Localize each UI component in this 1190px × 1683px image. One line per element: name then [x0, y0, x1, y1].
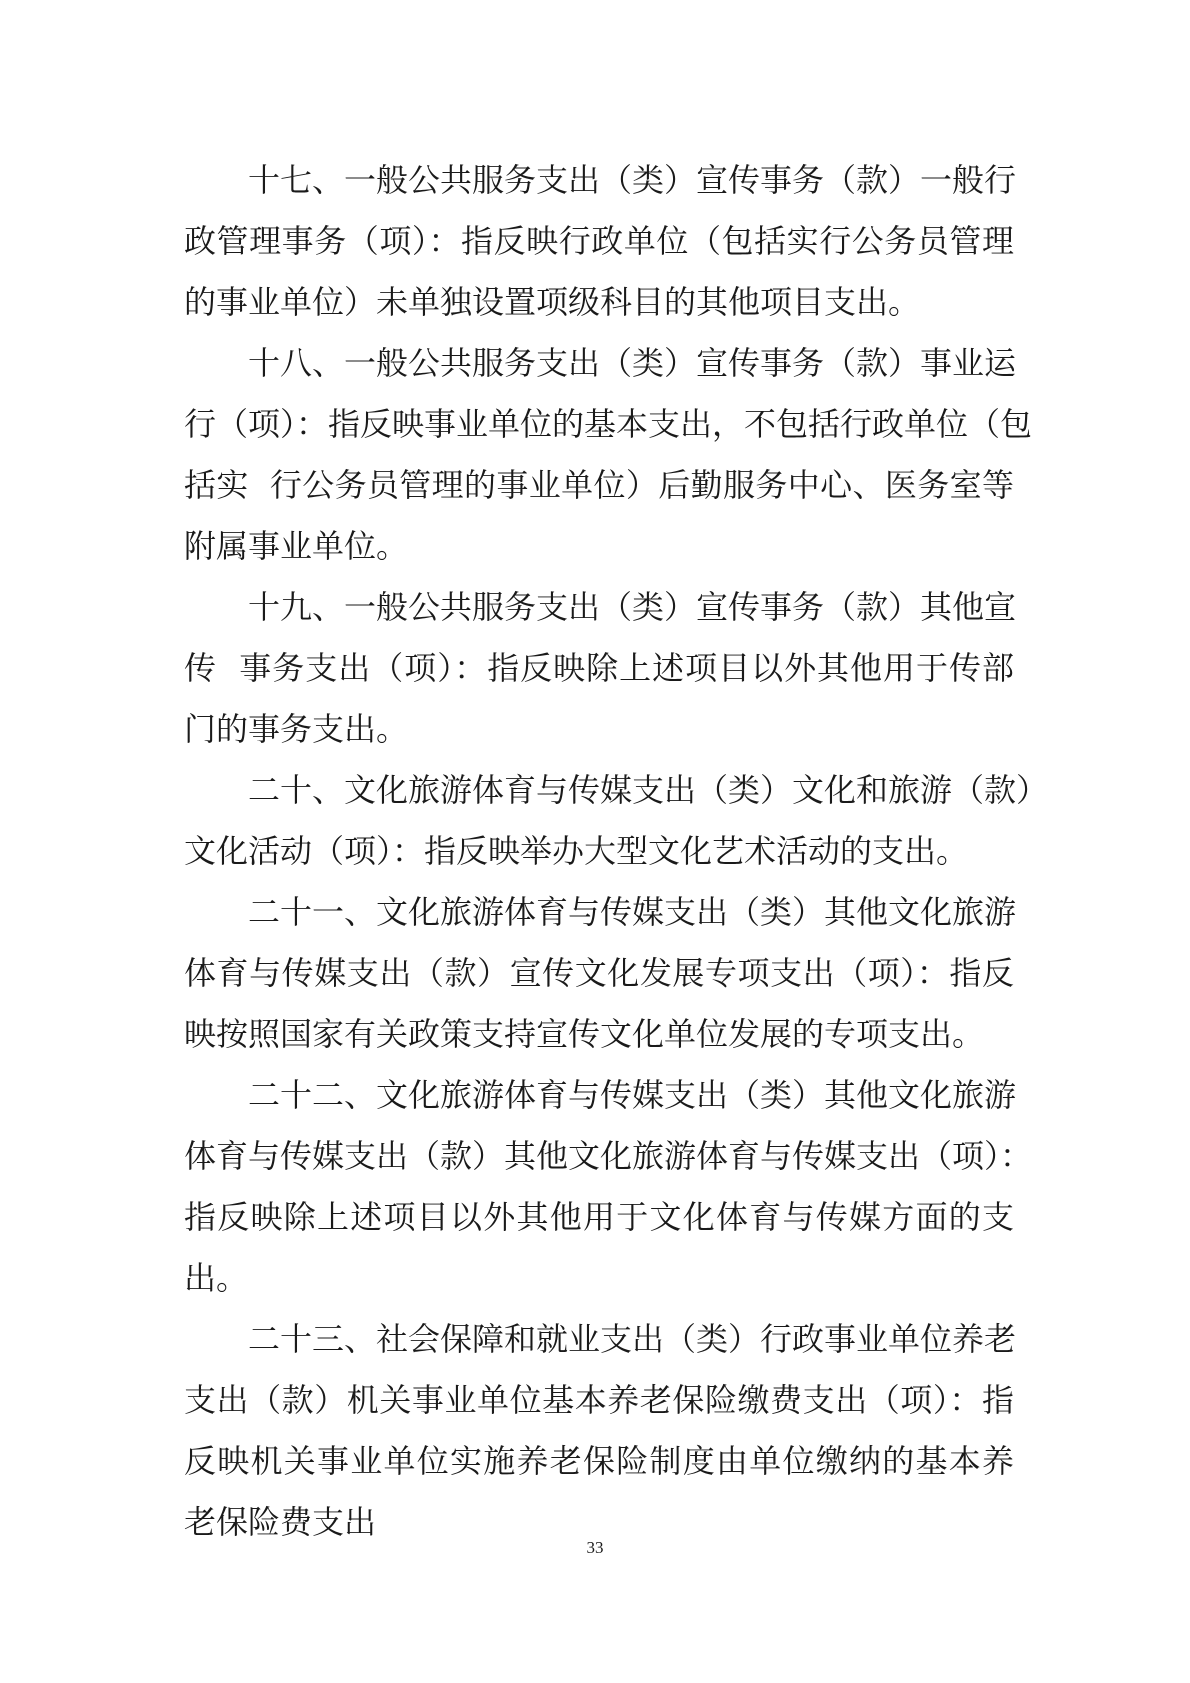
paragraph-19: [184, 577, 1017, 760]
text-line: 十八、一般公共服务支出（类）宣传事务（款）事业运: [184, 344, 1017, 382]
text-line: 体育与传媒支出（款）其他文化旅游体育与传媒支出（项）：: [184, 1137, 1033, 1175]
text-line: 文化活动（项）：指反映举办大型文化艺术活动的支出。: [184, 832, 969, 870]
paragraph-20: [184, 760, 1049, 882]
text-line: 体育与传媒支出（款）宣传文化发展专项支出（项）：指反: [184, 954, 1014, 992]
text-line: 十九、一般公共服务支出（类）宣传事务（款）其他宣: [184, 588, 1017, 626]
paragraph-21: [184, 882, 1017, 1065]
text-line: 反映机关事业单位实施养老保险制度由单位缴纳的基本养: [184, 1442, 1014, 1480]
text-line: 的事业单位）未单独设置项级科目的其他项目支出。: [184, 283, 921, 321]
text-line: 二十二、文化旅游体育与传媒支出（类）其他文化旅游: [184, 1076, 1017, 1114]
page-number: 33: [586, 1538, 604, 1557]
text-line: 二十、文化旅游体育与传媒支出（类）文化和旅游（款）: [184, 771, 1049, 809]
text-line: 传 事务支出（项）：指反映除上述项目以外其他用于传部: [184, 649, 1014, 687]
text-line: 老保险费支出: [184, 1503, 377, 1541]
text-line: 行（项）：指反映事业单位的基本支出，不包括行政单位（包: [184, 405, 1033, 443]
text-line: 支出（款）机关事业单位基本养老保险缴费支出（项）：指: [184, 1381, 1014, 1419]
text-line: 映按照国家有关政策支持宣传文化单位发展的专项支出。: [184, 1015, 985, 1053]
paragraph-23: [184, 1309, 1017, 1553]
text-line: 门的事务支出。: [184, 710, 409, 748]
text-line: 出。: [184, 1259, 249, 1297]
paragraph-17: [184, 150, 1017, 333]
paragraph-22: [184, 1065, 1033, 1309]
text-line: 附属事业单位。: [184, 527, 409, 565]
text-line: 括实 行公务员管理的事业单位）后勤服务中心、医务室等: [184, 466, 1014, 504]
text-line: 政管理事务（项）：指反映行政单位（包括实行公务员管理: [184, 222, 1014, 260]
text-line: 二十一、文化旅游体育与传媒支出（类）其他文化旅游: [184, 893, 1017, 931]
text-line: 二十三、社会保障和就业支出（类）行政事业单位养老: [184, 1320, 1017, 1358]
text-line: 十七、一般公共服务支出（类）宣传事务（款）一般行: [184, 161, 1017, 199]
body-text: [184, 150, 1049, 1553]
text-line: 指反映除上述项目以外其他用于文化体育与传媒方面的支: [184, 1198, 1014, 1236]
paragraph-18: [184, 333, 1033, 577]
